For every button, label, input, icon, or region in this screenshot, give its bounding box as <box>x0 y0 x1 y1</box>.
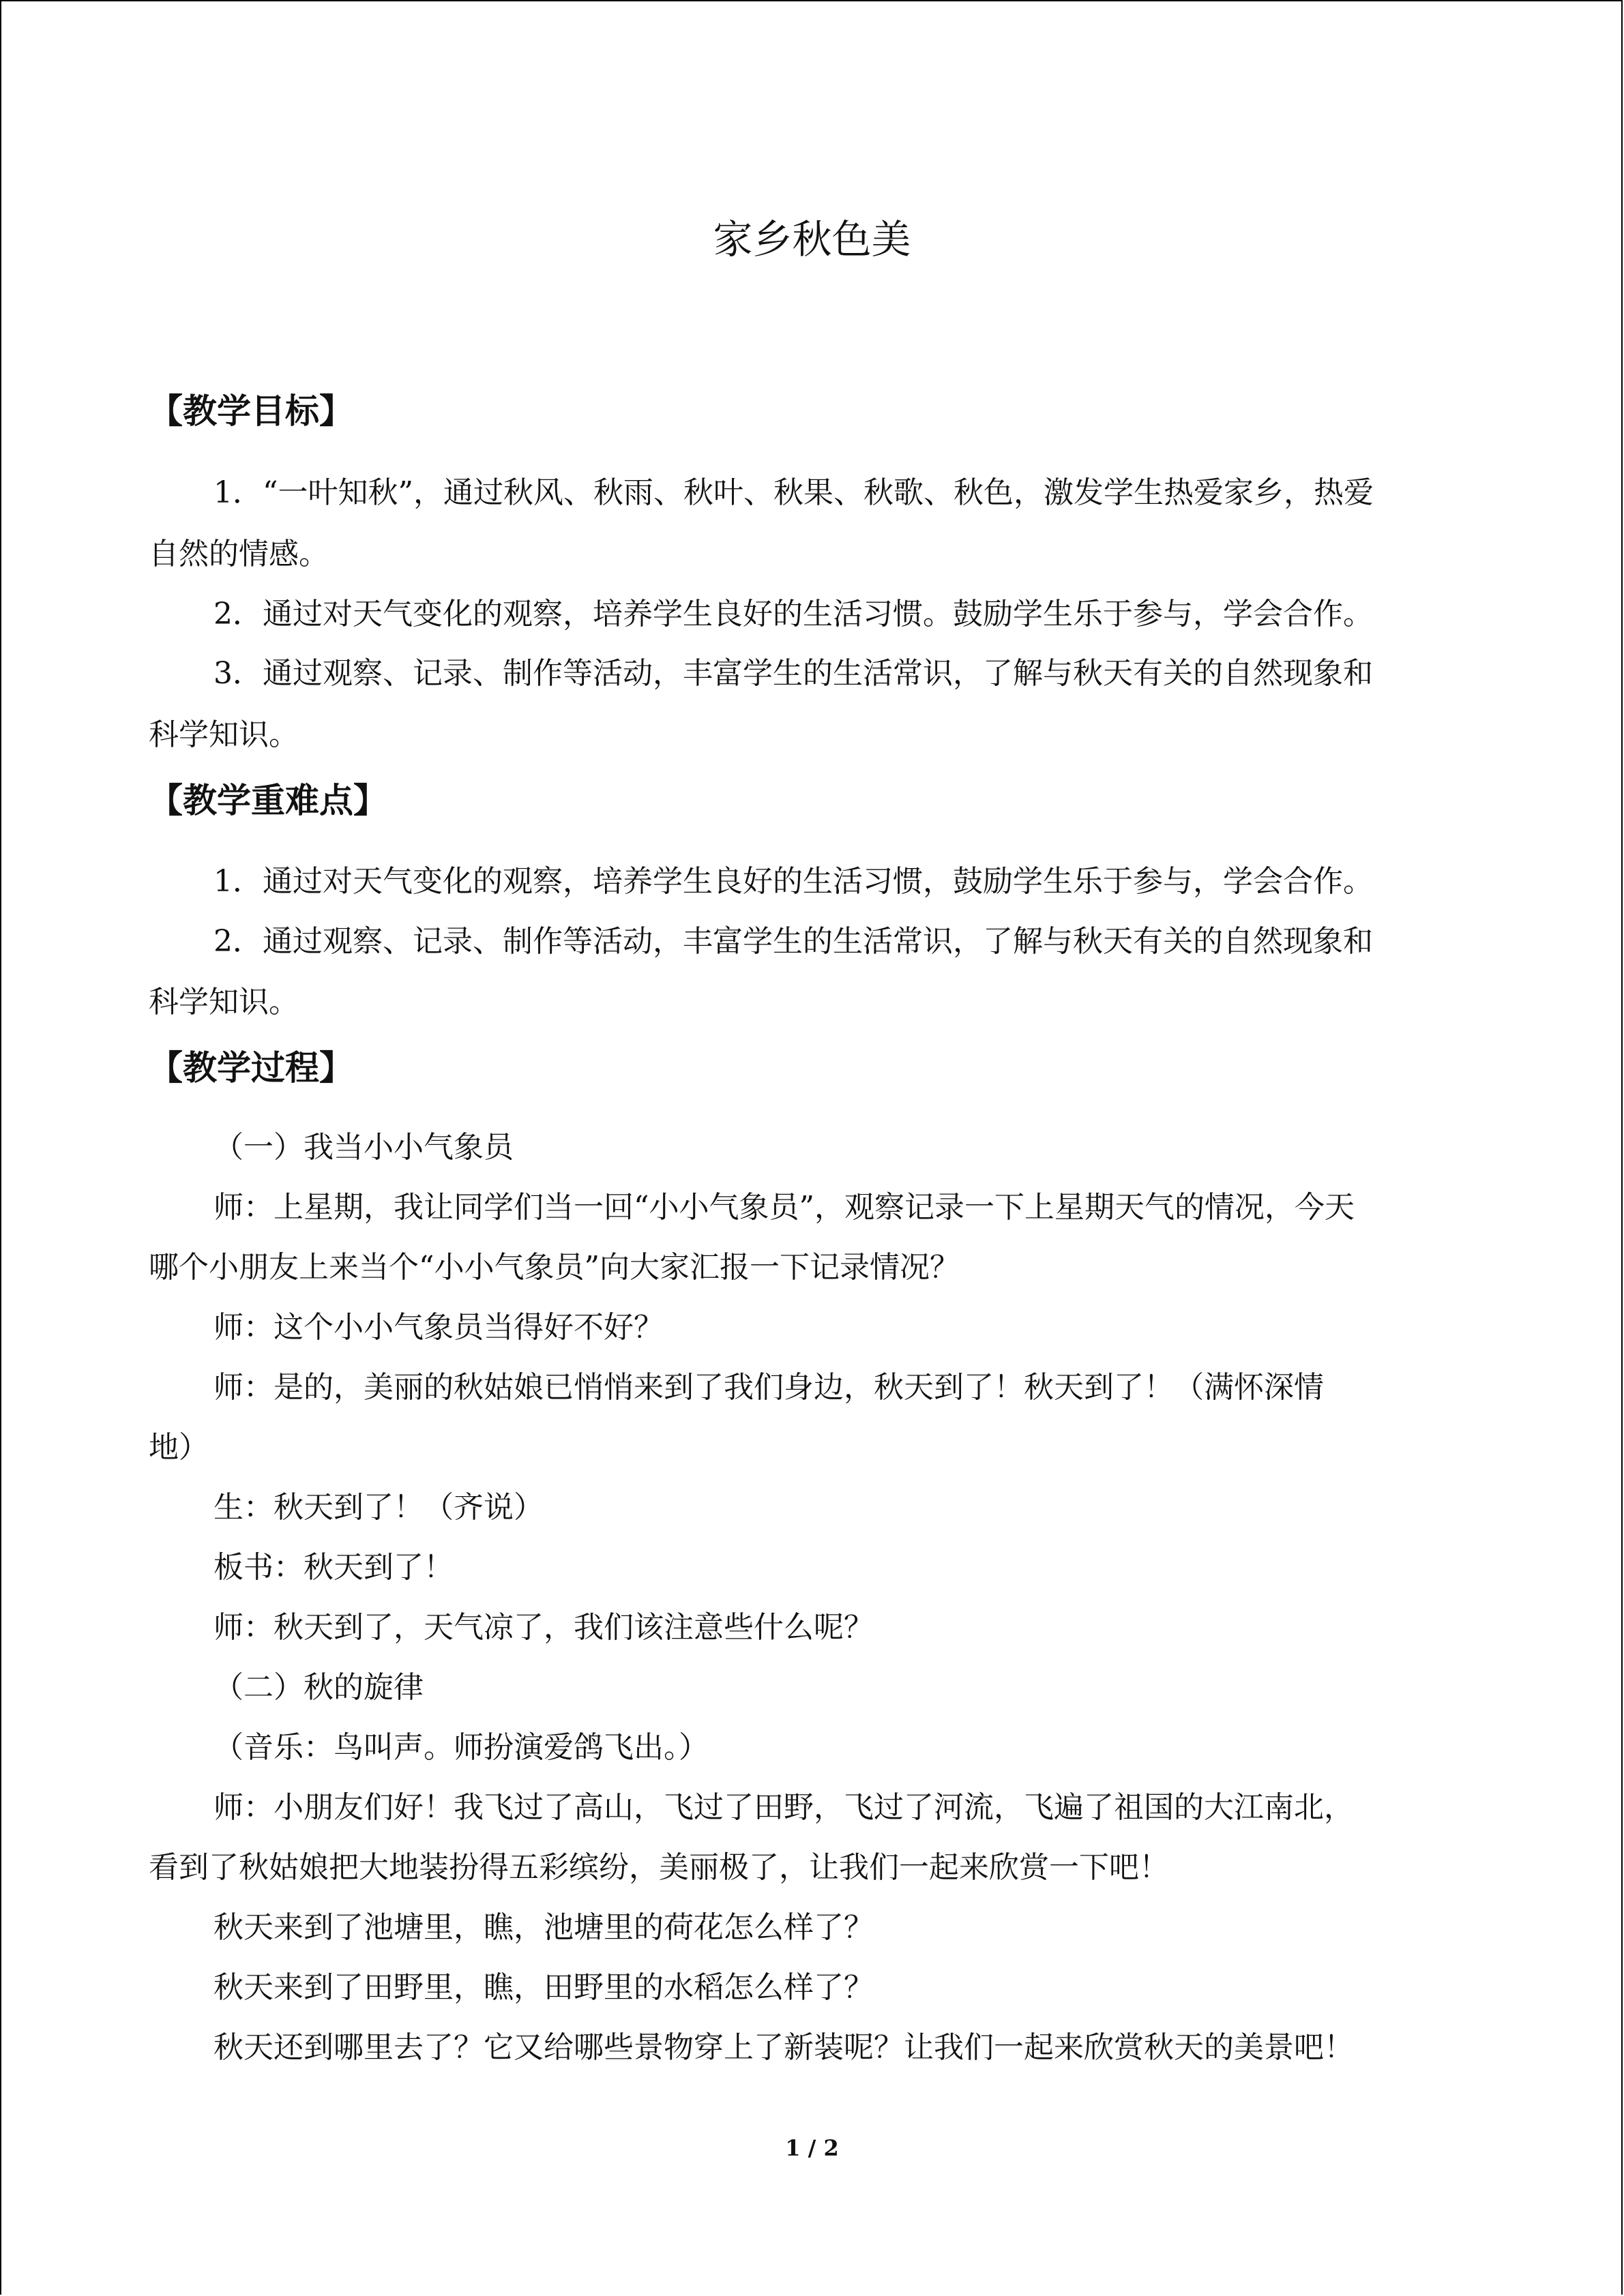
paragraph-line: （二）秋的旋律 <box>213 1670 424 1705</box>
paragraph-line: （音乐：鸟叫声。师扮演爱鸽飞出。） <box>213 1730 709 1765</box>
paragraph-line: 科学知识。 <box>149 717 299 752</box>
paragraph-line: 秋天来到了田野里，瞧，田野里的水稻怎么样了？ <box>213 1970 874 2005</box>
paragraph-line: 师：是的，美丽的秋姑娘已悄悄来到了我们身边，秋天到了！秋天到了！（满怀深情 <box>213 1370 1324 1405</box>
paragraph-line: 哪个小朋友上来当个“小小气象员”向大家汇报一下记录情况？ <box>149 1250 960 1285</box>
paragraph-line: 秋天来到了池塘里，瞧，池塘里的荷花怎么样了？ <box>213 1910 874 1945</box>
paragraph-line: 1．“一叶知秋”，通过秋风、秋雨、秋叶、秋果、秋歌、秋色，激发学生热爱家乡，热爱 <box>213 475 1374 510</box>
paragraph-line: 师：这个小小气象员当得好不好？ <box>213 1310 664 1345</box>
paragraph-line: 1．通过对天气变化的观察，培养学生良好的生活习惯，鼓励学生乐于参与，学会合作。 <box>213 864 1373 899</box>
paragraph-line: 看到了秋姑娘把大地装扮得五彩缤纷，美丽极了，让我们一起来欣赏一下吧！ <box>149 1850 1169 1885</box>
paragraph-line: 秋天还到哪里去了？它又给哪些景物穿上了新装呢？让我们一起来欣赏秋天的美景吧！ <box>213 2030 1354 2065</box>
paragraph-line: 板书：秋天到了！ <box>213 1550 454 1585</box>
paragraph-line: 2．通过对天气变化的观察，培养学生良好的生活习惯。鼓励学生乐于参与，学会合作。 <box>213 597 1373 631</box>
page-title: 家乡秋色美 <box>713 216 911 263</box>
paragraph-line: 师：上星期，我让同学们当一回“小小气象员”，观察记录一下上星期天气的情况，今天 <box>213 1190 1355 1225</box>
paragraph-line: 2．通过观察、记录、制作等活动，丰富学生的生活常识，了解与秋天有关的自然现象和 <box>213 924 1373 959</box>
paragraph-line: 科学知识。 <box>149 985 299 1019</box>
section-heading-goals: 【教学目标】 <box>149 391 353 431</box>
section-heading-process: 【教学过程】 <box>149 1048 353 1088</box>
section-heading-key-points: 【教学重难点】 <box>149 781 387 820</box>
paragraph-line: 生：秋天到了！（齐说） <box>213 1490 544 1525</box>
paragraph-line: 3．通过观察、记录、制作等活动，丰富学生的生活常识，了解与秋天有关的自然现象和 <box>213 656 1373 691</box>
paragraph-line: 师：秋天到了，天气凉了，我们该注意些什么呢？ <box>213 1610 874 1645</box>
paragraph-line: （一）我当小小气象员 <box>213 1130 514 1165</box>
paragraph-line: 自然的情感。 <box>149 537 329 571</box>
paragraph-line: 师：小朋友们好！我飞过了高山，飞过了田野，飞过了河流，飞遍了祖国的大江南北， <box>213 1790 1354 1825</box>
paragraph-line: 地） <box>149 1430 209 1465</box>
page-number: 1 / 2 <box>785 2135 839 2161</box>
